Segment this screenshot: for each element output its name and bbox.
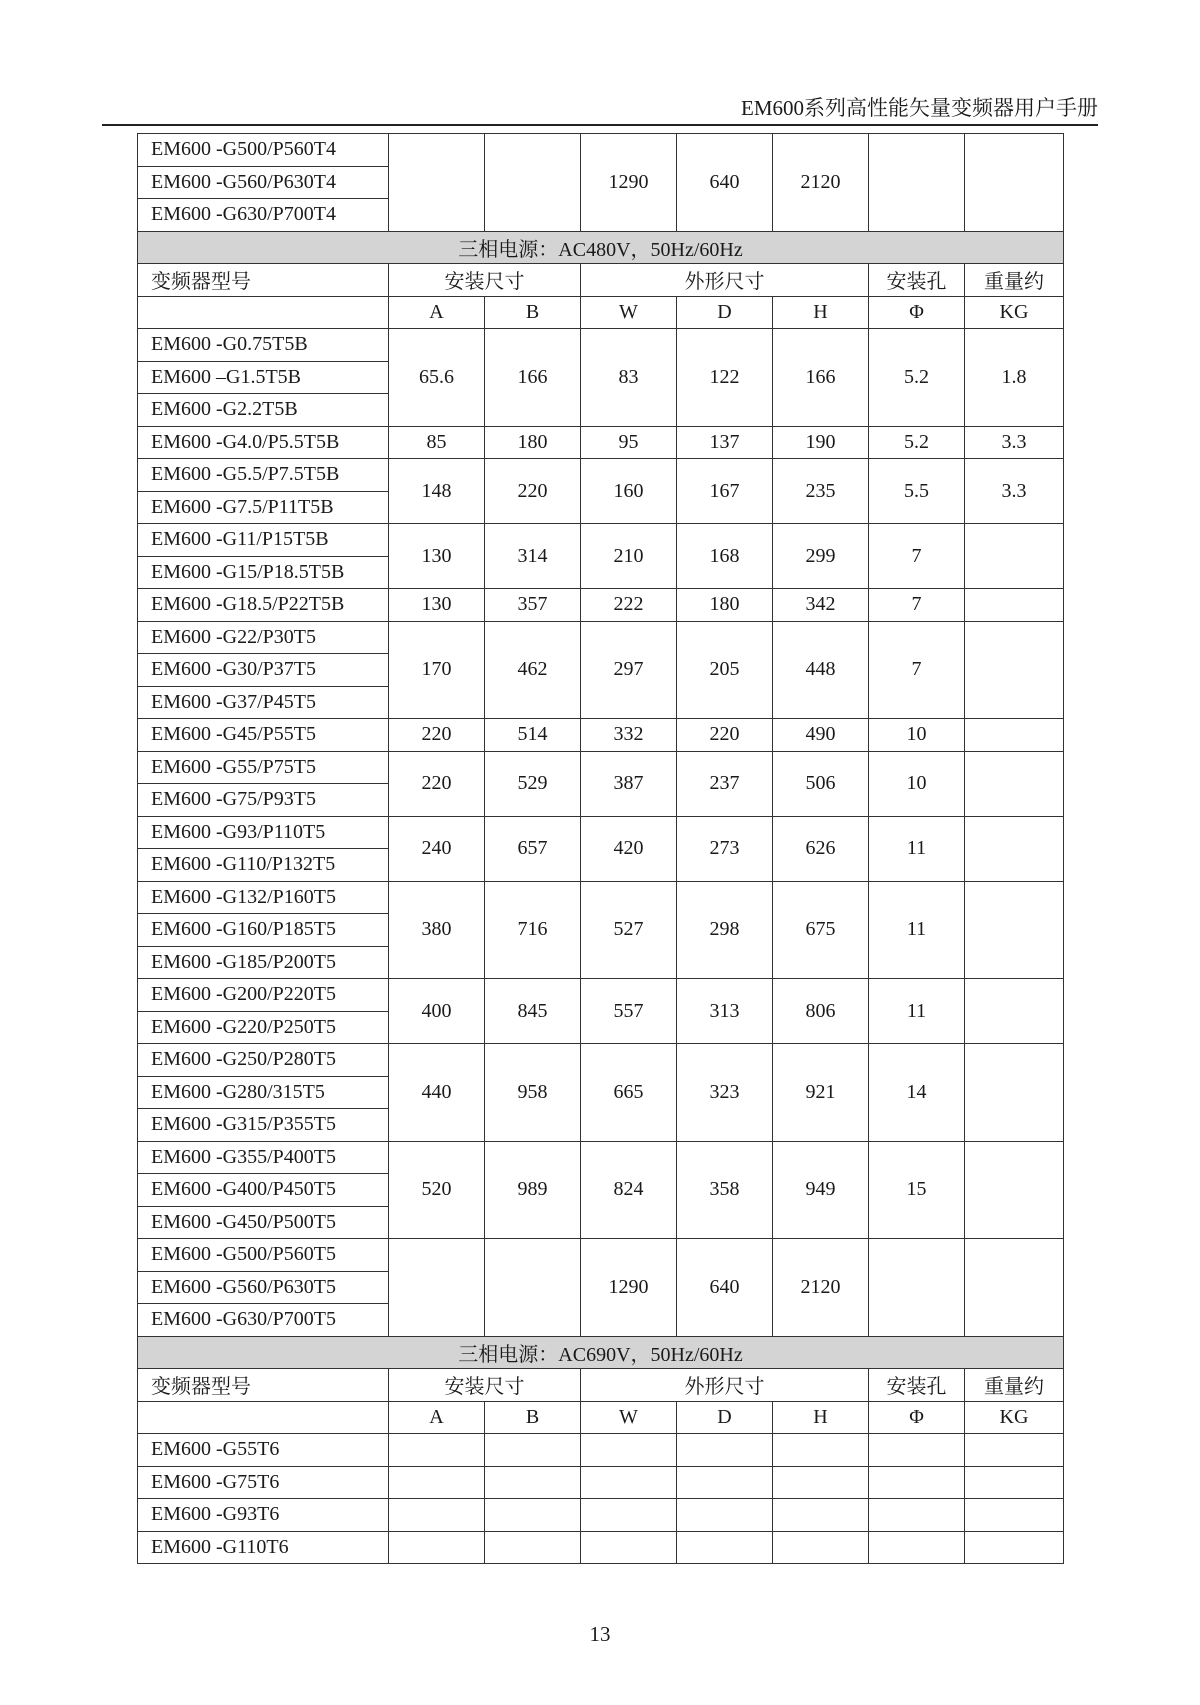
outer-w-cell: 665 — [581, 1044, 677, 1142]
outer-d-cell: 323 — [677, 1044, 773, 1142]
install-a-cell: 170 — [389, 621, 485, 719]
install-b-cell: 657 — [485, 816, 581, 881]
hole-diameter-cell: 5.5 — [869, 459, 965, 524]
model-cell: EM600 -G132/P160T5 — [138, 881, 389, 914]
weight-cell — [965, 1141, 1064, 1239]
outer-h-cell: 2120 — [773, 1239, 869, 1337]
outer-h-cell — [773, 1499, 869, 1532]
header-mounting-hole: 安装孔 — [869, 264, 965, 297]
install-b-cell: 220 — [485, 459, 581, 524]
install-b-cell — [485, 1434, 581, 1467]
header-weight: 重量约 — [965, 1369, 1064, 1402]
install-a-cell: 220 — [389, 719, 485, 752]
hole-diameter-cell: 11 — [869, 979, 965, 1044]
model-cell: EM600 -G185/P200T5 — [138, 946, 389, 979]
weight-cell — [965, 816, 1064, 881]
model-cell: EM600 -G37/P45T5 — [138, 686, 389, 719]
install-b-cell: 180 — [485, 426, 581, 459]
hole-diameter-cell: 11 — [869, 881, 965, 979]
hole-diameter-cell: 15 — [869, 1141, 965, 1239]
outer-w-cell — [581, 1531, 677, 1564]
section-title: 三相电源：AC690V，50Hz/60Hz — [138, 1336, 1064, 1369]
model-cell: EM600 -G18.5/P22T5B — [138, 589, 389, 622]
outer-w-cell: 527 — [581, 881, 677, 979]
install-b-cell: 958 — [485, 1044, 581, 1142]
model-cell: EM600 -G400/P450T5 — [138, 1174, 389, 1207]
model-cell: EM600 -G0.75T5B — [138, 329, 389, 362]
header-weight: 重量约 — [965, 264, 1064, 297]
table-row — [138, 751, 1064, 784]
header-d: D — [677, 296, 773, 329]
weight-cell — [965, 1466, 1064, 1499]
outer-d-cell — [677, 1499, 773, 1532]
outer-d-cell: 205 — [677, 621, 773, 719]
install-b-cell — [485, 1239, 581, 1337]
outer-d-cell — [677, 1466, 773, 1499]
outer-h-cell: 190 — [773, 426, 869, 459]
outer-h-cell: 490 — [773, 719, 869, 752]
model-cell: EM600 -G280/315T5 — [138, 1076, 389, 1109]
header-outer-size: 外形尺寸 — [581, 1369, 869, 1402]
outer-d-cell: 122 — [677, 329, 773, 427]
header-model: 变频器型号 — [138, 1369, 389, 1402]
hole-diameter-cell: 5.2 — [869, 329, 965, 427]
header-h: H — [773, 1401, 869, 1434]
outer-d-cell: 220 — [677, 719, 773, 752]
outer-h-cell: 235 — [773, 459, 869, 524]
table-subheader-row — [138, 296, 1064, 329]
table-row — [138, 459, 1064, 492]
install-b-cell: 529 — [485, 751, 581, 816]
model-cell: EM600 -G315/P355T5 — [138, 1109, 389, 1142]
section-row — [138, 231, 1064, 264]
model-cell: EM600 -G55/P75T5 — [138, 751, 389, 784]
install-a-cell — [389, 1434, 485, 1467]
install-a-cell: 400 — [389, 979, 485, 1044]
outer-h-cell — [773, 1531, 869, 1564]
outer-d-cell: 298 — [677, 881, 773, 979]
hole-diameter-cell: 7 — [869, 621, 965, 719]
header-model: 变频器型号 — [138, 264, 389, 297]
table-row — [138, 1141, 1064, 1174]
table-row — [138, 719, 1064, 752]
model-cell: EM600 -G355/P400T5 — [138, 1141, 389, 1174]
outer-d-cell: 358 — [677, 1141, 773, 1239]
dimension-table — [137, 133, 1064, 1564]
weight-cell — [965, 1239, 1064, 1337]
model-cell: EM600 -G45/P55T5 — [138, 719, 389, 752]
header-d: D — [677, 1401, 773, 1434]
header-phi: Φ — [869, 296, 965, 329]
hole-diameter-cell — [869, 1499, 965, 1532]
header-kg: KG — [965, 1401, 1064, 1434]
outer-d-cell: 168 — [677, 524, 773, 589]
hole-diameter-cell: 7 — [869, 589, 965, 622]
model-cell: EM600 -G450/P500T5 — [138, 1206, 389, 1239]
install-a-cell — [389, 1239, 485, 1337]
install-b-cell: 166 — [485, 329, 581, 427]
model-cell: EM600 -G4.0/P5.5T5B — [138, 426, 389, 459]
install-b-cell: 514 — [485, 719, 581, 752]
outer-h-cell — [773, 1434, 869, 1467]
model-cell: EM600 -G5.5/P7.5T5B — [138, 459, 389, 492]
outer-h-cell: 921 — [773, 1044, 869, 1142]
install-b-cell — [485, 134, 581, 232]
hole-diameter-cell: 7 — [869, 524, 965, 589]
model-cell: EM600 -G2.2T5B — [138, 394, 389, 427]
header-model-blank — [138, 1401, 389, 1434]
outer-d-cell: 640 — [677, 1239, 773, 1337]
table-row — [138, 881, 1064, 914]
weight-cell — [965, 881, 1064, 979]
weight-cell — [965, 1044, 1064, 1142]
outer-h-cell: 342 — [773, 589, 869, 622]
weight-cell — [965, 719, 1064, 752]
model-cell: EM600 -G500/P560T4 — [138, 134, 389, 167]
outer-h-cell — [773, 1466, 869, 1499]
header-kg: KG — [965, 296, 1064, 329]
model-cell: EM600 -G7.5/P11T5B — [138, 491, 389, 524]
hole-diameter-cell — [869, 1434, 965, 1467]
outer-w-cell: 210 — [581, 524, 677, 589]
model-cell: EM600 -G250/P280T5 — [138, 1044, 389, 1077]
install-b-cell: 357 — [485, 589, 581, 622]
install-a-cell: 240 — [389, 816, 485, 881]
table-row — [138, 426, 1064, 459]
hole-diameter-cell — [869, 1531, 965, 1564]
install-a-cell: 130 — [389, 589, 485, 622]
outer-w-cell: 824 — [581, 1141, 677, 1239]
hole-diameter-cell: 10 — [869, 751, 965, 816]
header-h: H — [773, 296, 869, 329]
hole-diameter-cell: 11 — [869, 816, 965, 881]
header-rule — [102, 124, 1098, 126]
weight-cell — [965, 134, 1064, 232]
install-b-cell — [485, 1466, 581, 1499]
model-cell: EM600 -G15/P18.5T5B — [138, 556, 389, 589]
header-outer-size: 外形尺寸 — [581, 264, 869, 297]
outer-w-cell — [581, 1434, 677, 1467]
model-cell: EM600 -G500/P560T5 — [138, 1239, 389, 1272]
outer-h-cell: 166 — [773, 329, 869, 427]
model-cell: EM600 -G200/P220T5 — [138, 979, 389, 1012]
hole-diameter-cell: 10 — [869, 719, 965, 752]
table-row — [138, 1499, 1064, 1532]
outer-w-cell: 332 — [581, 719, 677, 752]
table-row — [138, 1466, 1064, 1499]
hole-diameter-cell: 14 — [869, 1044, 965, 1142]
weight-cell — [965, 621, 1064, 719]
outer-w-cell: 297 — [581, 621, 677, 719]
outer-w-cell: 557 — [581, 979, 677, 1044]
page-number: 13 — [589, 1622, 611, 1646]
install-a-cell: 130 — [389, 524, 485, 589]
install-a-cell: 85 — [389, 426, 485, 459]
table-row — [138, 589, 1064, 622]
model-cell: EM600 –G1.5T5B — [138, 361, 389, 394]
model-cell: EM600 -G160/P185T5 — [138, 914, 389, 947]
model-cell: EM600 -G30/P37T5 — [138, 654, 389, 687]
table-row — [138, 134, 1064, 167]
weight-cell: 1.8 — [965, 329, 1064, 427]
outer-d-cell: 640 — [677, 134, 773, 232]
table-header-row — [138, 1369, 1064, 1402]
header-w: W — [581, 1401, 677, 1434]
header-a: A — [389, 1401, 485, 1434]
header-model-blank — [138, 296, 389, 329]
table-row — [138, 816, 1064, 849]
outer-w-cell: 83 — [581, 329, 677, 427]
header-w: W — [581, 296, 677, 329]
install-b-cell: 845 — [485, 979, 581, 1044]
install-b-cell: 462 — [485, 621, 581, 719]
model-cell: EM600 -G22/P30T5 — [138, 621, 389, 654]
install-a-cell: 380 — [389, 881, 485, 979]
table-row — [138, 979, 1064, 1012]
table-row — [138, 1239, 1064, 1272]
outer-h-cell: 2120 — [773, 134, 869, 232]
outer-w-cell: 1290 — [581, 1239, 677, 1337]
weight-cell — [965, 589, 1064, 622]
install-b-cell: 314 — [485, 524, 581, 589]
hole-diameter-cell: 5.2 — [869, 426, 965, 459]
header-b: B — [485, 1401, 581, 1434]
model-cell: EM600 -G110/P132T5 — [138, 849, 389, 882]
model-cell: EM600 -G630/P700T4 — [138, 199, 389, 232]
install-a-cell — [389, 1531, 485, 1564]
weight-cell — [965, 1531, 1064, 1564]
outer-w-cell — [581, 1466, 677, 1499]
install-a-cell: 440 — [389, 1044, 485, 1142]
outer-w-cell: 160 — [581, 459, 677, 524]
outer-h-cell: 506 — [773, 751, 869, 816]
outer-w-cell: 222 — [581, 589, 677, 622]
install-b-cell — [485, 1531, 581, 1564]
install-a-cell — [389, 134, 485, 232]
weight-cell: 3.3 — [965, 459, 1064, 524]
install-a-cell — [389, 1466, 485, 1499]
install-a-cell: 220 — [389, 751, 485, 816]
outer-w-cell — [581, 1499, 677, 1532]
header-a: A — [389, 296, 485, 329]
header-mounting-hole: 安装孔 — [869, 1369, 965, 1402]
model-cell: EM600 -G75T6 — [138, 1466, 389, 1499]
model-cell: EM600 -G220/P250T5 — [138, 1011, 389, 1044]
weight-cell — [965, 1499, 1064, 1532]
install-a-cell — [389, 1499, 485, 1532]
outer-d-cell: 313 — [677, 979, 773, 1044]
header-install-size: 安装尺寸 — [389, 1369, 581, 1402]
model-cell: EM600 -G75/P93T5 — [138, 784, 389, 817]
weight-cell: 3.3 — [965, 426, 1064, 459]
outer-d-cell — [677, 1531, 773, 1564]
outer-d-cell: 273 — [677, 816, 773, 881]
header-install-size: 安装尺寸 — [389, 264, 581, 297]
table-row — [138, 329, 1064, 362]
header-b: B — [485, 296, 581, 329]
table-row — [138, 621, 1064, 654]
outer-d-cell: 237 — [677, 751, 773, 816]
outer-w-cell: 420 — [581, 816, 677, 881]
weight-cell — [965, 1434, 1064, 1467]
outer-d-cell — [677, 1434, 773, 1467]
outer-h-cell: 299 — [773, 524, 869, 589]
hole-diameter-cell — [869, 1466, 965, 1499]
model-cell: EM600 -G630/P700T5 — [138, 1304, 389, 1337]
outer-h-cell: 949 — [773, 1141, 869, 1239]
hole-diameter-cell — [869, 134, 965, 232]
header-phi: Φ — [869, 1401, 965, 1434]
install-a-cell: 148 — [389, 459, 485, 524]
section-title: 三相电源：AC480V，50Hz/60Hz — [138, 231, 1064, 264]
outer-h-cell: 675 — [773, 881, 869, 979]
outer-h-cell: 448 — [773, 621, 869, 719]
outer-w-cell: 387 — [581, 751, 677, 816]
hole-diameter-cell — [869, 1239, 965, 1337]
model-cell: EM600 -G11/P15T5B — [138, 524, 389, 557]
table-row — [138, 524, 1064, 557]
header-title: EM600系列高性能矢量变频器用户手册 — [741, 96, 1098, 120]
outer-h-cell: 806 — [773, 979, 869, 1044]
install-a-cell: 65.6 — [389, 329, 485, 427]
model-cell: EM600 -G560/P630T4 — [138, 166, 389, 199]
outer-w-cell: 95 — [581, 426, 677, 459]
section-row — [138, 1336, 1064, 1369]
outer-d-cell: 137 — [677, 426, 773, 459]
table-row — [138, 1044, 1064, 1077]
model-cell: EM600 -G110T6 — [138, 1531, 389, 1564]
install-a-cell: 520 — [389, 1141, 485, 1239]
weight-cell — [965, 524, 1064, 589]
model-cell: EM600 -G93/P110T5 — [138, 816, 389, 849]
model-cell: EM600 -G93T6 — [138, 1499, 389, 1532]
install-b-cell — [485, 1499, 581, 1532]
table-row — [138, 1531, 1064, 1564]
model-cell: EM600 -G560/P630T5 — [138, 1271, 389, 1304]
outer-d-cell: 167 — [677, 459, 773, 524]
table-row — [138, 1434, 1064, 1467]
install-b-cell: 716 — [485, 881, 581, 979]
install-b-cell: 989 — [485, 1141, 581, 1239]
weight-cell — [965, 979, 1064, 1044]
table-header-row — [138, 264, 1064, 297]
outer-d-cell: 180 — [677, 589, 773, 622]
model-cell: EM600 -G55T6 — [138, 1434, 389, 1467]
outer-w-cell: 1290 — [581, 134, 677, 232]
table-subheader-row — [138, 1401, 1064, 1434]
outer-h-cell: 626 — [773, 816, 869, 881]
weight-cell — [965, 751, 1064, 816]
